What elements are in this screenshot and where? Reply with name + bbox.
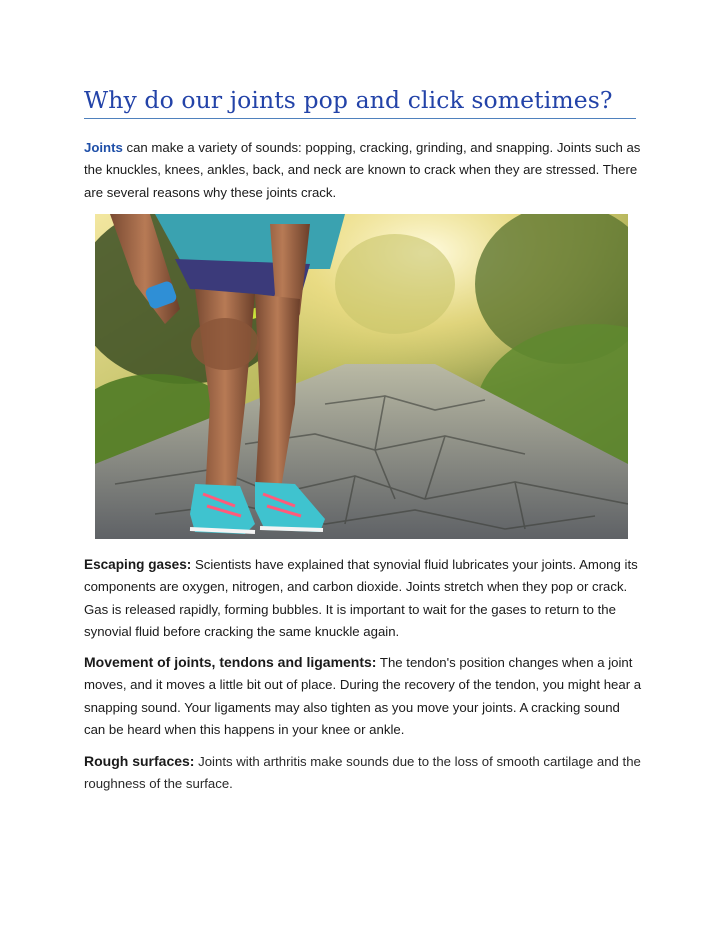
intro-paragraph — [84, 137, 644, 204]
intro-text: can make a variety of sounds: popping, cracking, grinding, and snapping. Joints such as the knuckles, knees, ankles, back, and neck are known to crack when they are stressed. There are several reasons why these joints crack. — [84, 140, 641, 200]
page-title: Why do our joints pop and click sometimes? — [84, 86, 613, 114]
section-text: Joints with arthritis make sounds due to the loss of smooth cartilage and the roughness of the surface. — [84, 754, 641, 792]
runner-knee-photo — [95, 214, 628, 539]
section-escaping-gases — [84, 554, 644, 644]
section-heading: Escaping gases: — [84, 557, 192, 572]
section-heading: Movement of joints, tendons and ligaments: — [84, 654, 377, 670]
section-movement — [84, 651, 644, 742]
section-text: The tendon's position changes when a joint moves, and it moves a little bit out of place. During the recovery of the tendon, you might hear a snapping sound. Your ligaments may also tighten as you move your joints. A cracking sound can be heard when this happens in your knee or ankle. — [84, 655, 642, 738]
title-underline — [84, 118, 636, 119]
section-text: Scientists have explained that synovial fluid lubricates your joints. Among its components are oxygen, nitrogen, and carbon dioxide. Joints stretch when they pop or crack. Gas is released rapidly, forming bubbles. It is important to wait for the gases to return to the synovial fluid before cracking the same knuckle again. — [84, 557, 638, 640]
joints-link[interactable]: Joints — [84, 140, 123, 155]
section-rough-surfaces — [84, 750, 644, 796]
section-heading: Rough surfaces: — [84, 753, 195, 769]
